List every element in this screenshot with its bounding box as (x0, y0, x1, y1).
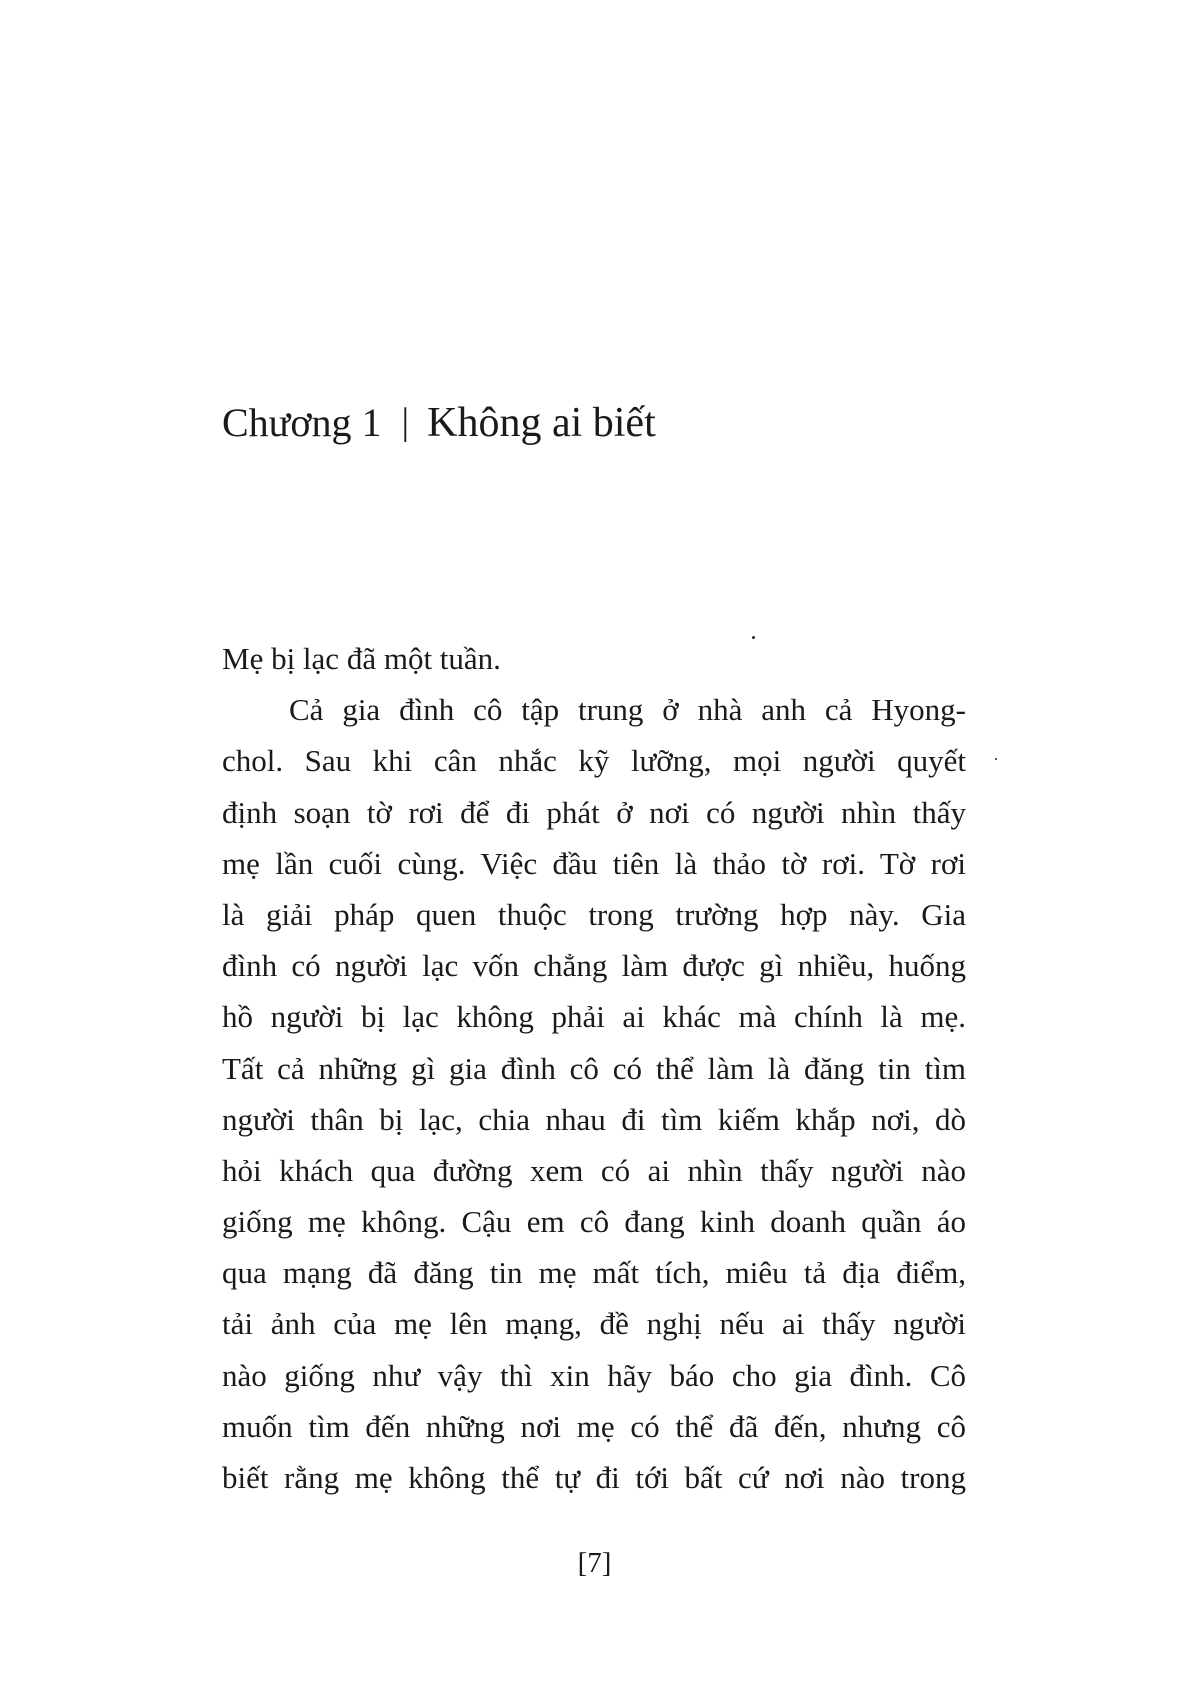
text-line: nào giống như vậy thì xin hãy báo cho gia đình. Cô (222, 1357, 966, 1393)
text-line: muốn tìm đến những nơi mẹ có thể đã đến, nhưng cô (222, 1408, 966, 1444)
text-line: hỏi khách qua đường xem có ai nhìn thấy người nào (222, 1152, 966, 1188)
chapter-title: Không ai biết (427, 400, 656, 446)
text-line: người thân bị lạc, chia nhau đi tìm kiếm khắp nơi, dò (222, 1101, 966, 1137)
chapter-separator: | (401, 401, 410, 443)
text-line: biết rằng mẹ không thể tự đi tới bất cứ nơi nào trong (222, 1460, 966, 1495)
text-line: chol. Sau khi cân nhắc kỹ lưỡng, mọi người quyết (222, 743, 966, 779)
text-line: giống mẹ không. Cậu em cô đang kinh doanh quần áo (222, 1204, 966, 1240)
text-line: định soạn tờ rơi để đi phát ở nơi có người nhìn thấy (222, 794, 966, 830)
page-number: [7] (577, 1547, 612, 1579)
text-line: mẹ lần cuối cùng. Việc đầu tiên là thảo tờ rơi. Tờ rơi (222, 845, 966, 881)
text-line: Tất cả những gì gia đình cô có thể làm là đăng tin tìm (222, 1050, 966, 1086)
text-line: Mẹ bị lạc đã một tuần. (222, 641, 501, 676)
chapter-label: Chương 1 (222, 400, 382, 445)
chapter-heading (222, 398, 656, 449)
text-line: Cả gia đình cô tập trung ở nhà anh cả Hyong- (289, 692, 966, 728)
text-line: qua mạng đã đăng tin mẹ mất tích, miêu tả địa điểm, (222, 1255, 966, 1291)
scan-speck (752, 636, 755, 639)
body-text (222, 633, 966, 1503)
text-line: đình có người lạc vốn chẳng làm được gì nhiều, huống (222, 948, 966, 984)
text-line: tải ảnh của mẹ lên mạng, đề nghị nếu ai thấy người (222, 1306, 966, 1342)
text-line: là giải pháp quen thuộc trong trường hợp này. Gia (222, 896, 966, 932)
scan-speck (995, 758, 997, 760)
text-line: hồ người bị lạc không phải ai khác mà chính là mẹ. (222, 999, 966, 1035)
